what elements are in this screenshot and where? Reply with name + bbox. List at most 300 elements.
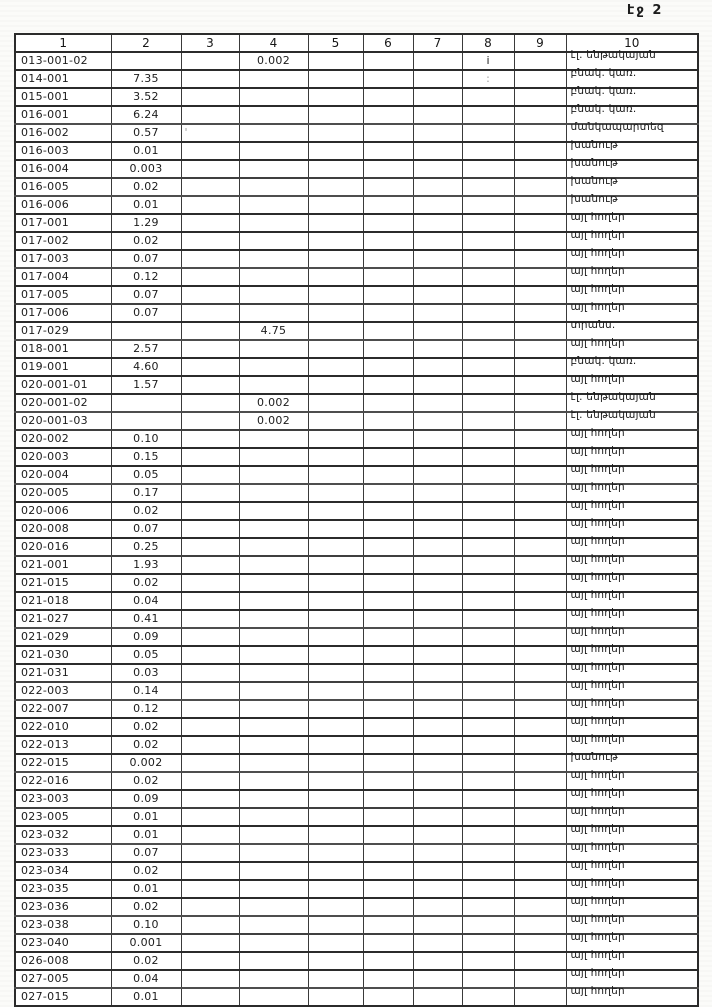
- table-cell: [181, 88, 239, 106]
- table-cell: [363, 340, 413, 358]
- table-cell: [111, 394, 181, 412]
- table-cell: [413, 790, 462, 808]
- table-cell: [462, 124, 514, 142]
- table-cell: [181, 196, 239, 214]
- parcel-code-cell: 014-001: [15, 70, 111, 88]
- table-cell: 0.02: [111, 232, 181, 250]
- parcel-code-cell: 013-001-02: [15, 52, 111, 70]
- table-cell: [308, 196, 363, 214]
- table-cell: [514, 484, 566, 502]
- land-use-label: այլ հողեր: [570, 823, 625, 835]
- table-cell: [514, 916, 566, 934]
- table-cell: [308, 412, 363, 430]
- column-header: 3: [181, 34, 239, 52]
- parcel-code-cell: 023-034: [15, 862, 111, 880]
- table-cell: [181, 664, 239, 682]
- table-cell: [462, 178, 514, 196]
- table-cell: [462, 610, 514, 628]
- parcel-code-cell: 017-001: [15, 214, 111, 232]
- table-cell: 0.02: [111, 736, 181, 754]
- table-cell: [181, 700, 239, 718]
- table-cell: [413, 106, 462, 124]
- parcel-code-cell: 017-002: [15, 232, 111, 250]
- table-cell: [239, 466, 308, 484]
- table-cell: [413, 88, 462, 106]
- table-cell: [413, 682, 462, 700]
- land-use-label: այլ հողեր: [570, 679, 625, 691]
- table-cell: [308, 754, 363, 772]
- table-cell: 0.09: [111, 790, 181, 808]
- table-cell: [308, 718, 363, 736]
- table-cell: [239, 430, 308, 448]
- table-cell: [462, 790, 514, 808]
- land-use-label: այլ հողեր: [570, 427, 625, 439]
- table-cell: [462, 520, 514, 538]
- table-cell: [413, 466, 462, 484]
- table-cell: [308, 970, 363, 988]
- table-cell: [462, 898, 514, 916]
- table-cell: [514, 862, 566, 880]
- table-cell: [413, 430, 462, 448]
- table-cell: 0.002: [239, 394, 308, 412]
- parcel-code-cell: 023-032: [15, 826, 111, 844]
- table-cell: [363, 556, 413, 574]
- table-cell: [308, 862, 363, 880]
- table-cell: [308, 934, 363, 952]
- land-use-label: այլ հողեր: [570, 805, 625, 817]
- table-cell: [181, 880, 239, 898]
- table-cell: [308, 502, 363, 520]
- table-cell: [514, 772, 566, 790]
- table-cell: [308, 394, 363, 412]
- table-cell: [514, 52, 566, 70]
- table-cell: [181, 952, 239, 970]
- table-cell: [514, 142, 566, 160]
- column-header: 6: [363, 34, 413, 52]
- table-cell: [413, 286, 462, 304]
- parcel-code-cell: 022-003: [15, 682, 111, 700]
- table-cell: [181, 340, 239, 358]
- table-cell: [239, 358, 308, 376]
- parcel-code-cell: 027-005: [15, 970, 111, 988]
- parcel-code-cell: 020-008: [15, 520, 111, 538]
- parcel-code-cell: 017-029: [15, 322, 111, 340]
- table-cell: [413, 556, 462, 574]
- table-cell: [363, 52, 413, 70]
- table-cell: [413, 358, 462, 376]
- table-cell: [514, 790, 566, 808]
- column-header: 9: [514, 34, 566, 52]
- table-cell: [514, 502, 566, 520]
- land-use-label: այլ հողեր: [570, 283, 625, 295]
- table-cell: [239, 790, 308, 808]
- table-cell: [514, 988, 566, 1006]
- table-cell: [514, 412, 566, 430]
- parcel-code-cell: 017-003: [15, 250, 111, 268]
- land-use-label: այլ հողեր: [570, 517, 625, 529]
- table-cell: [462, 340, 514, 358]
- table-cell: [308, 52, 363, 70]
- land-use-label: այլ հողեր: [570, 949, 625, 961]
- table-cell: [363, 790, 413, 808]
- table-cell: [181, 538, 239, 556]
- table-cell: [363, 592, 413, 610]
- parcel-code-cell: 017-005: [15, 286, 111, 304]
- table-cell: [363, 520, 413, 538]
- land-use-label: այլ հողեր: [570, 373, 625, 385]
- table-cell: [363, 844, 413, 862]
- table-cell: [363, 862, 413, 880]
- table-cell: [363, 124, 413, 142]
- table-cell: [413, 664, 462, 682]
- table-cell: [462, 754, 514, 772]
- table-cell: [514, 952, 566, 970]
- table-cell: [363, 142, 413, 160]
- table-cell: [363, 394, 413, 412]
- table-cell: [239, 574, 308, 592]
- table-cell: [181, 988, 239, 1006]
- table-cell: 0.02: [111, 574, 181, 592]
- table-cell: [239, 628, 308, 646]
- table-cell: [181, 106, 239, 124]
- parcel-code-cell: 021-015: [15, 574, 111, 592]
- table-cell: 0.14: [111, 682, 181, 700]
- table-cell: [239, 70, 308, 88]
- table-cell: 0.17: [111, 484, 181, 502]
- parcel-code-cell: 021-030: [15, 646, 111, 664]
- land-use-label: բնակ. կառ.: [570, 355, 637, 367]
- table-cell: [462, 574, 514, 592]
- table-cell: [363, 646, 413, 664]
- table-cell: 0.04: [111, 970, 181, 988]
- land-use-label: այլ հողեր: [570, 733, 625, 745]
- table-cell: [514, 178, 566, 196]
- table-cell: [413, 340, 462, 358]
- table-cell: [462, 322, 514, 340]
- land-use-label: այլ հողեր: [570, 337, 625, 349]
- table-cell: 0.02: [111, 898, 181, 916]
- table-cell: [413, 610, 462, 628]
- table-cell: [514, 466, 566, 484]
- table-cell: [462, 358, 514, 376]
- table-cell: [514, 286, 566, 304]
- table-cell: [514, 160, 566, 178]
- table-cell: [462, 736, 514, 754]
- table-cell: [514, 340, 566, 358]
- table-cell: [514, 268, 566, 286]
- table-cell: [308, 880, 363, 898]
- table-cell: [462, 142, 514, 160]
- table-cell: [111, 412, 181, 430]
- table-cell: [363, 430, 413, 448]
- table-cell: [239, 754, 308, 772]
- table-cell: [239, 646, 308, 664]
- table-cell: [363, 502, 413, 520]
- land-use-label: այլ հողեր: [570, 913, 625, 925]
- parcel-code-cell: 016-001: [15, 106, 111, 124]
- table-cell: [181, 736, 239, 754]
- table-cell: [308, 178, 363, 196]
- table-cell: [239, 736, 308, 754]
- parcel-code-cell: 022-016: [15, 772, 111, 790]
- table-row: [15, 988, 698, 1006]
- parcel-code-cell: 022-007: [15, 700, 111, 718]
- table-cell: [514, 394, 566, 412]
- table-cell: 0.02: [111, 772, 181, 790]
- table-cell: 0.002: [239, 52, 308, 70]
- land-use-label: խանութ: [570, 139, 618, 151]
- table-cell: 0.41: [111, 610, 181, 628]
- table-cell: [413, 934, 462, 952]
- table-cell: 0.01: [111, 988, 181, 1006]
- parcel-code-cell: 020-016: [15, 538, 111, 556]
- parcel-code-cell: 019-001: [15, 358, 111, 376]
- table-cell: [413, 574, 462, 592]
- table-cell: [462, 214, 514, 232]
- table-cell: 4.60: [111, 358, 181, 376]
- table-cell: [308, 538, 363, 556]
- table-cell: [413, 538, 462, 556]
- table-cell: 0.07: [111, 520, 181, 538]
- column-header: 5: [308, 34, 363, 52]
- table-cell: [181, 520, 239, 538]
- table-cell: [308, 592, 363, 610]
- land-use-label: էլ. ենթակայան: [570, 391, 656, 403]
- parcel-code-cell: 020-005: [15, 484, 111, 502]
- column-header: 7: [413, 34, 462, 52]
- table-cell: :: [462, 70, 514, 88]
- table-cell: [514, 214, 566, 232]
- table-cell: [462, 934, 514, 952]
- table-cell: [413, 916, 462, 934]
- table-cell: [363, 106, 413, 124]
- land-use-label: այլ հողեր: [570, 481, 625, 493]
- parcel-code-cell: 016-006: [15, 196, 111, 214]
- parcel-code-cell: 027-015: [15, 988, 111, 1006]
- table-cell: [181, 772, 239, 790]
- table-cell: 0.002: [239, 412, 308, 430]
- table-cell: [181, 754, 239, 772]
- land-use-label: բնակ. կառ.: [570, 67, 637, 79]
- table-cell: [363, 160, 413, 178]
- table-cell: [239, 304, 308, 322]
- land-use-label: այլ հողեր: [570, 499, 625, 511]
- parcel-code-cell: 023-005: [15, 808, 111, 826]
- table-cell: 0.01: [111, 808, 181, 826]
- table-cell: 0.01: [111, 826, 181, 844]
- table-cell: [308, 106, 363, 124]
- table-cell: [181, 70, 239, 88]
- table-cell: [363, 178, 413, 196]
- table-cell: [181, 502, 239, 520]
- land-use-label: էլ. ենթակայան: [570, 409, 656, 421]
- table-cell: [363, 898, 413, 916]
- land-use-label: այլ հողեր: [570, 229, 625, 241]
- table-cell: [462, 394, 514, 412]
- land-use-label: այլ հողեր: [570, 859, 625, 871]
- table-cell: [239, 178, 308, 196]
- table-cell: [239, 160, 308, 178]
- table-cell: [181, 466, 239, 484]
- table-cell: [363, 304, 413, 322]
- land-use-label: բնակ. կառ.: [570, 103, 637, 115]
- table-cell: [239, 556, 308, 574]
- table-cell: [181, 862, 239, 880]
- table-cell: [239, 214, 308, 232]
- table-cell: [363, 88, 413, 106]
- table-cell: [308, 250, 363, 268]
- land-use-label: այլ հողեր: [570, 931, 625, 943]
- table-cell: [363, 322, 413, 340]
- table-cell: [514, 448, 566, 466]
- table-cell: [413, 70, 462, 88]
- table-cell: [363, 736, 413, 754]
- table-cell: [413, 502, 462, 520]
- table-cell: 0.12: [111, 700, 181, 718]
- table-cell: [239, 502, 308, 520]
- table-cell: [363, 970, 413, 988]
- table-cell: [413, 250, 462, 268]
- table-cell: [181, 412, 239, 430]
- table-cell: [514, 520, 566, 538]
- table-cell: [181, 250, 239, 268]
- table-cell: [462, 376, 514, 394]
- table-cell: [181, 826, 239, 844]
- land-use-label: այլ հողեր: [570, 535, 625, 547]
- table-cell: [462, 466, 514, 484]
- column-header: 4: [239, 34, 308, 52]
- table-cell: [308, 916, 363, 934]
- table-cell: [181, 430, 239, 448]
- parcel-code-cell: 021-001: [15, 556, 111, 574]
- table-cell: [462, 448, 514, 466]
- table-cell: [413, 52, 462, 70]
- table-cell: [363, 952, 413, 970]
- table-cell: [514, 232, 566, 250]
- table-cell: [462, 700, 514, 718]
- table-cell: 0.09: [111, 628, 181, 646]
- table-cell: [462, 196, 514, 214]
- parcel-code-cell: 022-015: [15, 754, 111, 772]
- table-cell: [363, 826, 413, 844]
- table-cell: [514, 934, 566, 952]
- parcel-code-cell: 016-004: [15, 160, 111, 178]
- table-cell: [462, 304, 514, 322]
- table-cell: [462, 988, 514, 1006]
- table-cell: [111, 52, 181, 70]
- table-cell: [413, 160, 462, 178]
- table-cell: 0.03: [111, 664, 181, 682]
- table-cell: [308, 358, 363, 376]
- land-use-label: այլ հողեր: [570, 841, 625, 853]
- table-cell: [239, 916, 308, 934]
- table-cell: [239, 934, 308, 952]
- table-cell: [308, 682, 363, 700]
- table-cell: [181, 934, 239, 952]
- column-header: 1: [15, 34, 111, 52]
- table-cell: [413, 448, 462, 466]
- table-cell: [363, 682, 413, 700]
- table-cell: [462, 718, 514, 736]
- table-cell: [462, 88, 514, 106]
- table-cell: 0.02: [111, 862, 181, 880]
- table-cell: [181, 394, 239, 412]
- table-cell: [239, 988, 308, 1006]
- land-use-label: այլ հողեր: [570, 607, 625, 619]
- land-use-label: այլ հողեր: [570, 553, 625, 565]
- table-cell: [462, 880, 514, 898]
- table-cell: [181, 628, 239, 646]
- table-cell: 0.25: [111, 538, 181, 556]
- table-cell: [111, 322, 181, 340]
- table-cell: [514, 358, 566, 376]
- table-cell: [413, 232, 462, 250]
- table-cell: 0.07: [111, 844, 181, 862]
- table-cell: [308, 952, 363, 970]
- table-cell: [462, 592, 514, 610]
- parcel-code-cell: 017-004: [15, 268, 111, 286]
- table-cell: [363, 358, 413, 376]
- table-cell: 0.07: [111, 304, 181, 322]
- table-cell: [514, 844, 566, 862]
- table-cell: [239, 664, 308, 682]
- land-use-label: այլ հողեր: [570, 445, 625, 457]
- table-body: [15, 49, 698, 1006]
- table-cell: [462, 160, 514, 178]
- table-cell: [514, 124, 566, 142]
- table-cell: [181, 358, 239, 376]
- table-cell: [413, 322, 462, 340]
- table-cell: [413, 862, 462, 880]
- table-cell: [462, 646, 514, 664]
- land-use-label: այլ հողեր: [570, 247, 625, 259]
- table-cell: [514, 574, 566, 592]
- table-cell: [181, 322, 239, 340]
- land-use-label: այլ հողեր: [570, 715, 625, 727]
- table-cell: [514, 70, 566, 88]
- column-header: 10: [566, 34, 698, 52]
- table-cell: [363, 718, 413, 736]
- table-cell: [413, 952, 462, 970]
- table-cell: [363, 772, 413, 790]
- table-cell: [514, 700, 566, 718]
- parcel-code-cell: 016-005: [15, 178, 111, 196]
- table-cell: [181, 718, 239, 736]
- table-cell: [363, 808, 413, 826]
- table-cell: [239, 610, 308, 628]
- table-cell: ': [181, 124, 239, 142]
- table-cell: [308, 646, 363, 664]
- table-cell: [363, 448, 413, 466]
- table-cell: [308, 826, 363, 844]
- table-cell: 1.29: [111, 214, 181, 232]
- table-cell: [308, 70, 363, 88]
- table-cell: 0.01: [111, 196, 181, 214]
- table-cell: [181, 52, 239, 70]
- parcel-code-cell: 021-029: [15, 628, 111, 646]
- table-cell: [308, 286, 363, 304]
- table-cell: 0.04: [111, 592, 181, 610]
- table-cell: [363, 988, 413, 1006]
- table-cell: [181, 592, 239, 610]
- parcel-code-cell: 016-002: [15, 124, 111, 142]
- table-cell: [181, 610, 239, 628]
- table-cell: 0.02: [111, 178, 181, 196]
- parcel-code-cell: 020-004: [15, 466, 111, 484]
- table-cell: [239, 106, 308, 124]
- table-cell: [363, 754, 413, 772]
- table-cell: [413, 646, 462, 664]
